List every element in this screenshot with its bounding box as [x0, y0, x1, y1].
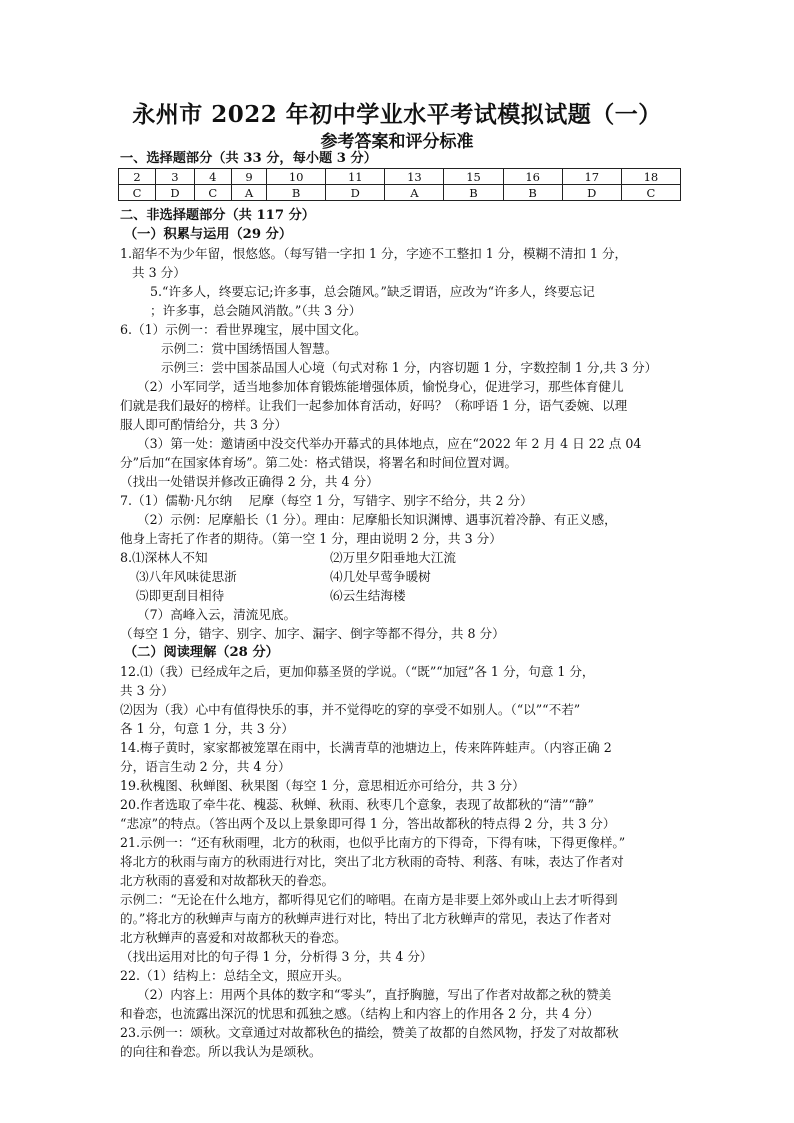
answer-line: （2）小军同学，适当地参加体育锻炼能增强体质，愉悦身心，促进学习，那些体育健儿: [137, 379, 624, 394]
subsection-heading: （二）阅读理解（28 分）: [124, 645, 279, 660]
answer-letter: C: [621, 185, 680, 201]
answer-line: 的。”将北方的秋蝉声与南方的秋蝉声进行对比，特出了北方秋蝉声的常见，表达了作者对: [120, 911, 612, 926]
page-title: 永州市 2022 年初中学业水平考试模拟试题（一）: [132, 101, 662, 128]
answer-line: 北方秋雨的喜爱和对故都秋天的眷恋。: [120, 873, 335, 888]
answer-line: 19.秋槐图、秋蝉图、秋果图（每空 1 分，意思相近亦可给分，共 3 分）: [120, 778, 525, 793]
answer-letter: A: [385, 185, 444, 201]
answer-line: ⑶八年风味徒思浙: [136, 569, 237, 584]
answer-line: 21.示例一：“还有秋雨哩，北方的秋雨，也似乎比南方的下得奇，下得有味，下得更像样。”: [120, 835, 626, 850]
answer-line: 20.作者选取了牵牛花、槐蕊、秋蝉、秋雨、秋枣几个意象，表现了故都秋的“清”“静”: [120, 797, 594, 812]
table-row-answers: [119, 185, 681, 201]
answer-line: ⑷几处早莺争暖树: [330, 569, 431, 584]
answer-line: 的向往和眷恋。所以我认为是颂秋。: [120, 1044, 322, 1059]
answer-line: 和眷恋，也流露出深沉的忧思和孤独之感。（结构上和内容上的作用各 2 分，共 4 分）: [120, 1006, 600, 1021]
question-number: 15: [444, 169, 503, 185]
answer-line: 们就是我们最好的榜样。让我们一起参加体育活动，好吗？（称呼语 1 分，语气委婉、以理: [120, 398, 628, 413]
answer-line: （2）内容上：用两个具体的数字和“零头”，直抒胸臆，写出了作者对故都之秋的赞美: [137, 987, 612, 1002]
answer-line: 示例三：尝中国茶品国人心境（句式对称 1 分，内容切题 1 分，字数控制 1 分,共 3 分）: [161, 360, 658, 375]
answer-line: 分”后加“在国家体育场”。第二处：格式错误，将署名和时间位置对调。: [120, 455, 518, 470]
answer-line: （每空 1 分，错字、别字、加字、漏字、倒字等都不得分，共 8 分）: [120, 626, 505, 641]
question-number: 16: [503, 169, 562, 185]
answer-line: ⑵因为（我）心中有值得快乐的事，并不觉得吃的穿的享受不如别人。（“以”“不若”: [120, 702, 581, 717]
answer-line: ⑸即更刮目相待: [136, 588, 225, 603]
question-number: 9: [231, 169, 266, 185]
answer-line: ⑹云生结海楼: [330, 588, 406, 603]
answer-letter: C: [119, 185, 156, 201]
answer-letter: D: [326, 185, 385, 201]
answer-line: 6.（1）示例一：看世界瑰宝，展中国文化。: [120, 322, 367, 337]
subsection-heading: （一）积累与运用（29 分）: [124, 227, 293, 242]
answer-line: 北方秋蝉声的喜爱和对故都秋天的眷恋。: [120, 930, 347, 945]
answer-line: （找出运用对比的句子得 1 分，分析得 3 分，共 4 分）: [120, 949, 433, 964]
question-number: 18: [621, 169, 680, 185]
answer-letter: C: [194, 185, 231, 201]
answer-line: 共 3 分）: [120, 683, 174, 698]
answer-line: 示例二：赏中国绣悟国人智慧。: [161, 341, 338, 356]
question-number: 4: [194, 169, 231, 185]
answer-line: 共 3 分）: [132, 265, 186, 280]
question-number: 13: [385, 169, 444, 185]
answer-line: 1.韶华不为少年留，恨悠悠。（每写错一字扣 1 分，字迹不工整扣 1 分，模糊不清扣 1 分，: [120, 246, 628, 261]
answer-line: 8.⑴深林人不知: [120, 550, 208, 565]
answer-line: “悲凉”的特点。（答出两个及以上景象即可得 1 分，答出故都秋的特点得 2 分，共 3 分）: [120, 816, 616, 831]
answer-letter: D: [562, 185, 621, 201]
question-number: 2: [119, 169, 156, 185]
answer-line: ⑵万里夕阳垂地大江流: [330, 550, 456, 565]
answer-line: 7.（1）儒勒·凡尔纳 尼摩（每空 1 分，写错字、别字不给分，共 2 分）: [120, 493, 533, 508]
answer-line: （3）第一处：邀请函中没交代举办开幕式的具体地点，应在“2022 年 2 月 4 日 22 点 04: [137, 436, 642, 451]
answer-letter: B: [267, 185, 326, 201]
answer-line: 将北方的秋雨与南方的秋雨进行对比，突出了北方秋雨的奇特、利落、有味，表达了作者对: [120, 854, 624, 869]
section-heading-nonchoice: 二、非选择题部分（共 117 分）: [120, 208, 315, 223]
answer-line: ；许多事，总会随风消散。”（共 3 分）: [150, 303, 362, 318]
question-number: 3: [156, 169, 195, 185]
answer-line: 服人即可酌情给分，共 3 分）: [120, 417, 288, 432]
answer-line: 5.“许多人，终要忘记;许多事，总会随风。”缺乏谓语，应改为“许多人，终要忘记: [150, 284, 595, 299]
page-subtitle: 参考答案和评分标准: [320, 132, 474, 152]
answer-line: 示例二：“无论在什么地方，都听得见它们的啼唱。在南方是非要上郊外或山上去才听得到: [120, 892, 618, 907]
question-number: 10: [267, 169, 326, 185]
section-heading-choice: 一、选择题部分（共 33 分，每小题 3 分）: [120, 151, 377, 166]
question-number: 17: [562, 169, 621, 185]
answer-line: 22.（1）结构上：总结全文，照应开头。: [120, 968, 350, 983]
answer-line: 分，语言生动 2 分，共 4 分）: [120, 759, 291, 774]
answer-letter: B: [444, 185, 503, 201]
table-row-questions: [119, 169, 681, 185]
answer-letter: B: [503, 185, 562, 201]
answer-line: 23.示例一：颂秋。文章通过对故都秋色的描绘，赞美了故都的自然风物，抒发了对故都秋: [120, 1025, 619, 1040]
answer-line: 他身上寄托了作者的期待。（第一空 1 分，理由说明 2 分，共 3 分）: [120, 531, 502, 546]
answer-line: （找出一处错误并修改正确得 2 分，共 4 分）: [120, 474, 379, 489]
answer-letter: D: [156, 185, 195, 201]
answer-line: 14.梅子黄时，家家都被笼罩在雨中，长满青草的池塘边上，传来阵阵蛙声。（内容正确 2: [120, 740, 612, 755]
answer-line: （7）高峰入云，清流见底。: [137, 607, 297, 622]
answer-table: [118, 168, 681, 201]
answer-letter: A: [231, 185, 266, 201]
question-number: 11: [326, 169, 385, 185]
answer-line: （2）示例：尼摩船长（1 分）。理由：尼摩船长知识渊博、遇事沉着冷静、有正义感，: [137, 512, 617, 527]
answer-line: 12.⑴（我）已经成年之后，更加仰慕圣贤的学说。（“既”“加冠”各 1 分，句意 1 分，: [120, 664, 595, 679]
answer-line: 各 1 分，句意 1 分，共 3 分）: [120, 721, 294, 736]
